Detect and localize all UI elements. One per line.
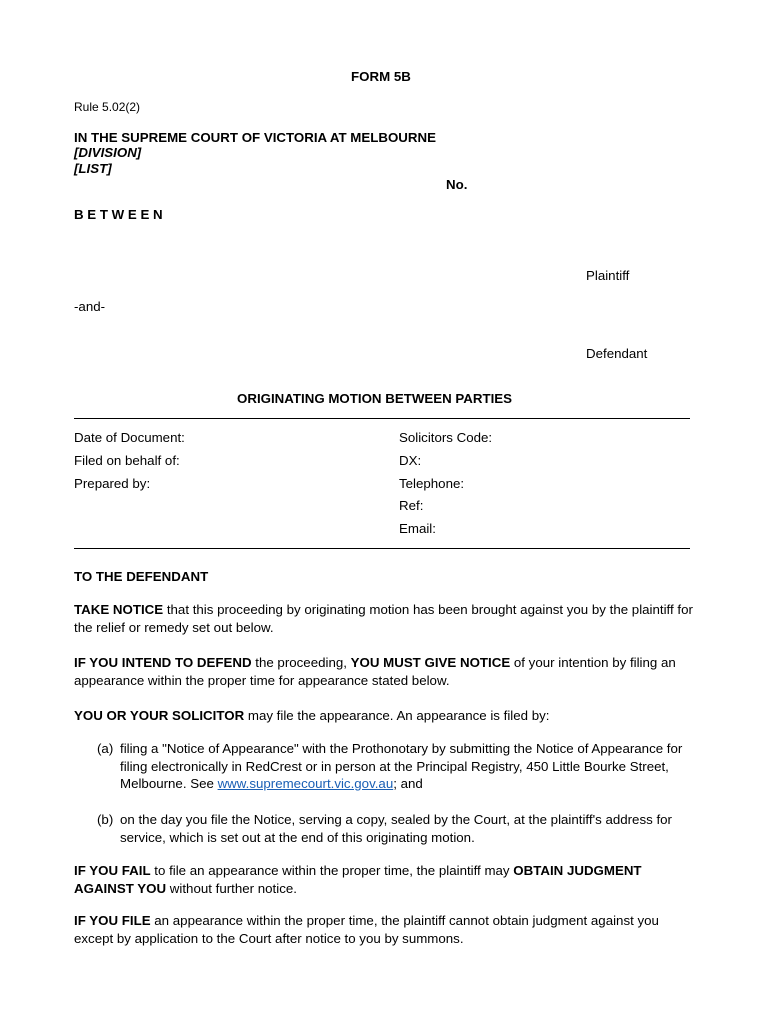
if-you-file-paragraph: [74, 912, 694, 948]
fail-bold-2: OBTAIN JUDGMENT AGAINST YOU: [74, 863, 642, 896]
file-bold: IF YOU FILE: [74, 913, 151, 928]
intend-text-1: the proceeding,: [251, 655, 351, 670]
item-a-text-part1: filing a "Notice of Appearance" with the Prothonotary by submitting the Notice of Appearance for filing electronically in RedCrest or in person at the Principal Registry, 450 Little Bourke Street, Melbourne. See: [120, 741, 683, 791]
to-defendant-heading: TO THE DEFENDANT: [74, 569, 209, 584]
telephone-label: Telephone:: [399, 476, 465, 491]
rule-reference: Rule 5.02(2): [74, 100, 141, 114]
item-b-text: on the day you file the Notice, serving a copy, sealed by the Court, at the plaintiff's address for service, which is set out at the end of this originating motion.: [120, 812, 672, 845]
ref-label: Ref:: [399, 498, 424, 513]
filed-on-behalf-label: Filed on behalf of:: [74, 453, 180, 468]
item-b-label: (b): [97, 812, 114, 827]
document-title: ORIGINATING MOTION BETWEEN PARTIES: [237, 391, 513, 406]
between-label: B E T W E E N: [74, 207, 163, 222]
take-notice-paragraph: [74, 601, 694, 637]
list-placeholder: [LIST]: [74, 161, 112, 176]
fail-text-1: to file an appearance within the proper time, the plaintiff may: [150, 863, 514, 878]
intend-to-defend-paragraph: [74, 654, 694, 690]
solicitor-text: may file the appearance. An appearance is filed by:: [244, 708, 550, 723]
intend-bold-2: YOU MUST GIVE NOTICE: [350, 655, 511, 670]
fail-text-2: without further notice.: [166, 881, 297, 896]
intend-text-2: of your intention by filing an appearance within the proper time for appearance stated below.: [74, 655, 676, 688]
fail-bold-1: IF YOU FAIL: [74, 863, 151, 878]
prepared-by-label: Prepared by:: [74, 476, 151, 491]
solicitors-code-label: Solicitors Code:: [399, 430, 493, 445]
supreme-court-website-link[interactable]: www.supremecourt.vic.gov.au: [217, 776, 394, 791]
date-of-document-label: Date of Document:: [74, 430, 185, 445]
take-notice-text: that this proceeding by originating motion has been brought against you by the plaintiff for the relief or remedy set out below.: [74, 602, 693, 635]
item-a-text-part2: ; and: [393, 776, 423, 791]
proceeding-number-label: No.: [446, 177, 468, 192]
and-label: -and-: [74, 299, 106, 314]
item-a-label: (a): [97, 741, 114, 756]
intend-bold-1: IF YOU INTEND TO DEFEND: [74, 655, 252, 670]
take-notice-bold: TAKE NOTICE: [74, 602, 164, 617]
email-label: Email:: [399, 521, 436, 536]
item-a-text: [120, 740, 695, 793]
file-text: an appearance within the proper time, the plaintiff cannot obtain judgment against you except by application to the Court after notice to you by summons.: [74, 913, 659, 946]
plaintiff-label: Plaintiff: [586, 268, 630, 283]
dx-label: DX:: [399, 453, 422, 468]
divider-bottom: [74, 548, 690, 549]
form-number: FORM 5B: [351, 69, 411, 84]
court-heading: IN THE SUPREME COURT OF VICTORIA AT MELBOURNE: [74, 130, 436, 145]
division-placeholder: [DIVISION]: [74, 145, 142, 160]
solicitor-bold: YOU OR YOUR SOLICITOR: [74, 708, 245, 723]
divider-top: [74, 418, 690, 419]
solicitor-paragraph: [74, 707, 694, 725]
if-you-fail-paragraph: [74, 862, 694, 898]
defendant-label: Defendant: [586, 346, 648, 361]
